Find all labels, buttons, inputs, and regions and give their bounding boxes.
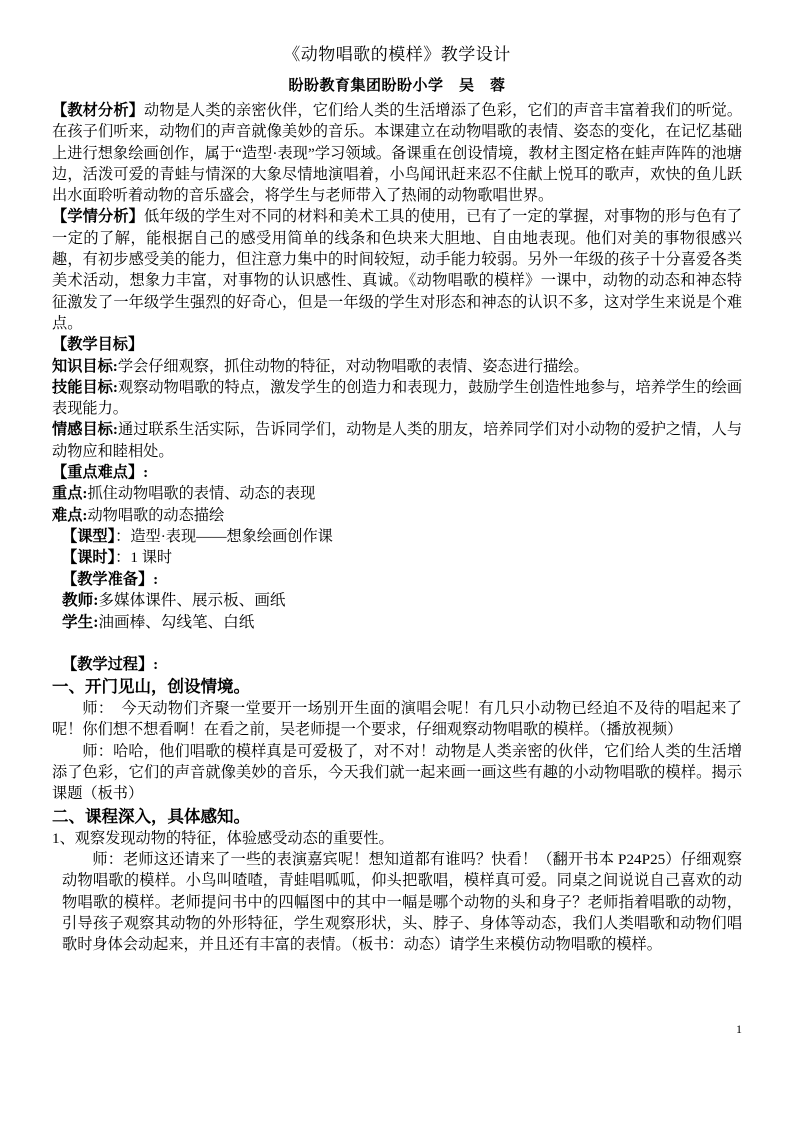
preparation-student: [52, 612, 742, 634]
document-content: [52, 42, 742, 955]
goal-skill-label: 技能目标:: [52, 378, 118, 396]
class-hours-line: [52, 547, 742, 568]
goal-emotion-label: 情感目标:: [52, 421, 118, 439]
goal-skill-text: 观察动物唱歌的特点，激发学生的创造力和表现力，鼓励学生创造性地参与，培养学生的绘画表现能力。: [52, 378, 743, 418]
class-hours-label: 【课时】: [62, 549, 116, 567]
process-step-one-paragraph-1: 师： 今天动物们齐聚一堂要开一场别开生面的演唱会呢！有几只小动物已经迫不及待的唱起来了呢！你们想不想看啊！在看之前，吴老师提一个要求，仔细观察动物唱歌的模样。（播放视频）: [52, 700, 742, 739]
author-line: 盼盼教育集团盼盼小学 吴 蓉: [288, 78, 506, 94]
student-analysis-body: 低年级的学生对不同的材料和美术工具的使用，已有了一定的掌握，对事物的形与色有了一定的了解，能根据自己的感受用简单的线条和色块来大胆地、自由地表现。他们对美的事物很感兴趣，有初步感受美的能力，但注意力集中的时间较短，动手能力较弱。另外一年级的孩子十分喜爱各类美术活动，想象力丰富，对事物的认识感性、真诚。《动物唱歌的模样》一课中，动物的动态和神态特征激发了一年级学生强烈的好奇心，但是一年级的学生对形态和神态的认识不多，这对学生来说是个难点。: [52, 208, 743, 332]
preparation-teacher-label: 教师:: [62, 591, 99, 609]
process-step-two-paragraph: 师：老师这还请来了一些的表演嘉宾呢！想知道都有谁吗？快看！（翻开书本 P24P25）仔细观察动物唱歌的模样。小鸟叫喳喳，青蛙唱呱呱，仰头把歌唱，模样真可爱。同桌之间说说自己喜欢的动物唱歌的模样。老师提问书中的四幅图中的其中一幅是哪个动物的头和身子？老师指着唱歌的动物，引导孩子观察其动物的外形特征，学生观察形状，头、脖子、身体等动态，我们人类唱歌和动物们唱歌时身体会动起来，并且还有丰富的表情。（板书：动态）请学生来模仿动物唱歌的模样。: [62, 850, 742, 954]
difficult-point-label: 难点:: [52, 506, 88, 524]
key-point-text: 抓住动物唱歌的表情、动态的表现: [87, 485, 316, 503]
page-title: 《动物唱歌的模样》教学设计: [283, 45, 511, 64]
class-hours-text: ：1 课时: [115, 549, 173, 567]
process-step-one-heading: 一、开门见山，创设情境。: [52, 677, 250, 697]
preparation-teacher: [52, 590, 742, 612]
course-type-label: 【课型】: [62, 527, 116, 545]
section-spacer: [52, 634, 742, 654]
textbook-analysis-body: 动物是人类的亲密伙伴，它们给人类的生活增添了色彩，它们的声音丰富着我们的听觉。在孩子们听来，动物们的声音就像美妙的音乐。本课建立在动物唱歌的表情、姿态的变化，在记忆基础上进行想象绘画创作，属于“造型·表现”学习领域。备课重在创设情境，教材主图定格在蛙声阵阵的池塘边，活泼可爱的青蛙与情深的大象尽情地演唱着，小鸟闻讯赶来忍不住献上悦耳的歌声，欢快的鱼儿跃出水面聆听着动物的音乐盛会，将学生与老师带入了热闹的动物歌唱世界。: [52, 102, 743, 205]
key-point-label: 重点:: [52, 485, 88, 503]
goal-knowledge-label: 知识目标:: [52, 357, 118, 375]
process-step-one-paragraph-2: 师：哈哈，他们唱歌的模样真是可爱极了，对不对！动物是人类亲密的伙伴，它们给人类的生活增添了色彩，它们的声音就像美妙的音乐，今天我们就一起来画一画这些有趣的小动物唱歌的模样。揭示课题（板书）: [52, 742, 742, 803]
key-point: [52, 483, 742, 504]
process-heading: 【教学过程】:: [62, 655, 159, 673]
goal-skill: [52, 377, 742, 420]
key-difficulties-heading: 【重点难点】:: [52, 464, 149, 482]
page-number: 1: [736, 1022, 742, 1036]
goal-emotion: [52, 419, 742, 462]
process-step-two-heading: 二、课程深入，具体感知。: [52, 806, 250, 826]
course-type-text: ：造型·表现——想象绘画创作课: [115, 527, 333, 545]
difficult-point-text: 动物唱歌的动态描绘: [87, 506, 225, 524]
goal-knowledge-text: 学会仔细观察，抓住动物的特征，对动物唱歌的表情、姿态进行描绘。: [117, 357, 589, 375]
course-type-line: [52, 526, 742, 547]
student-analysis-paragraph: [52, 206, 742, 334]
preparation-student-text: 油画棒、勾线笔、白纸: [98, 613, 255, 631]
preparation-teacher-text: 多媒体课件、展示板、画纸: [98, 591, 286, 609]
preparation-heading: 【教学准备】:: [62, 570, 159, 588]
goal-emotion-text: 通过联系生活实际，告诉同学们，动物是人类的朋友，培养同学们对小动物的爱护之情，人与动物应和睦相处。: [52, 421, 743, 460]
goal-knowledge: [52, 356, 742, 377]
preparation-student-label: 学生:: [62, 613, 99, 631]
difficult-point: [52, 505, 742, 526]
teaching-goals-heading: 【教学目标】: [52, 336, 144, 354]
process-step-two-item-label: 1、观察发现动物的特征，体验感受动态的重要性。: [52, 829, 394, 847]
textbook-analysis-label: 【教材分析】: [52, 102, 145, 119]
textbook-analysis-paragraph: [52, 100, 742, 206]
student-analysis-label: 【学情分析】: [52, 208, 145, 226]
